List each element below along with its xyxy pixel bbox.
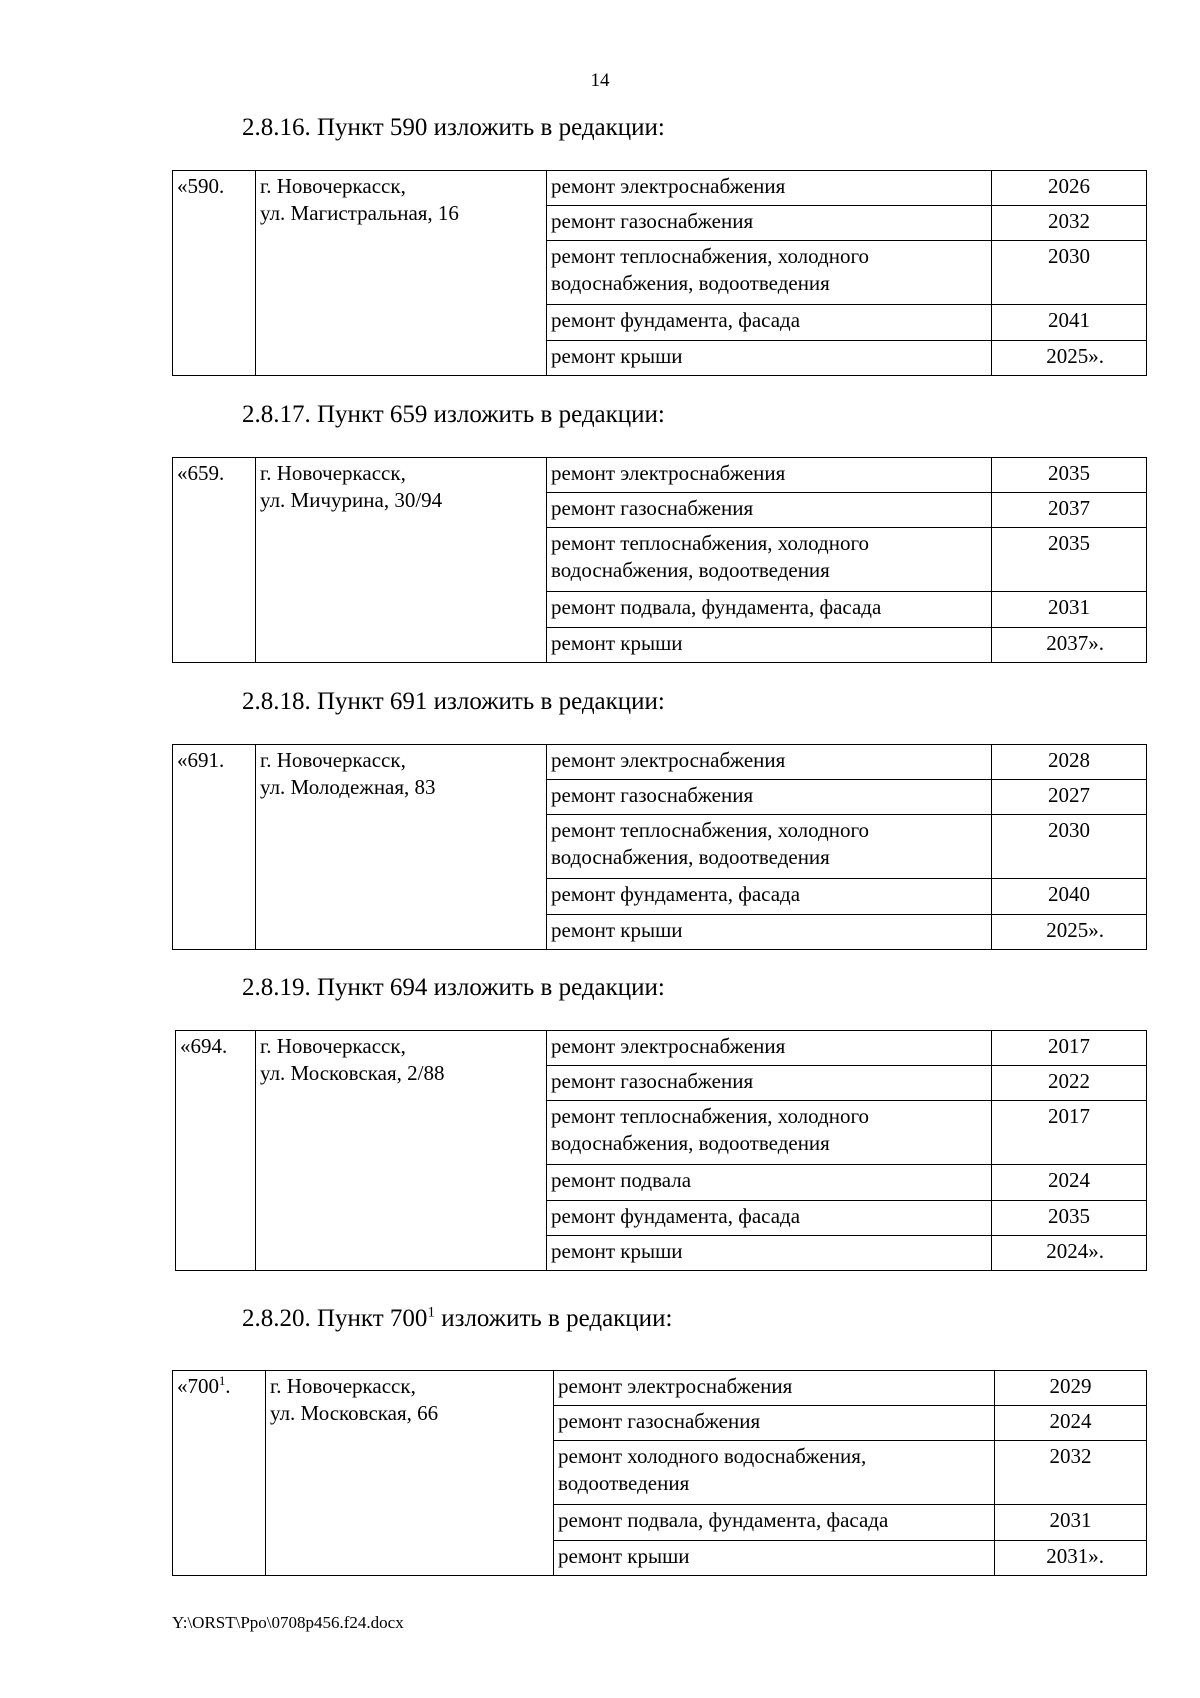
- item-address: г. Новочеркасск, ул. Молодежная, 83: [256, 745, 547, 950]
- work-year: 2035: [992, 1201, 1147, 1236]
- work-year: 2026: [992, 171, 1147, 206]
- item-address: г. Новочеркасск, ул. Мичурина, 30/94: [256, 458, 547, 663]
- work-description: ремонт крыши: [547, 1236, 992, 1271]
- page-number: 14: [590, 70, 610, 91]
- section-heading: 2.8.20. Пункт $700^1$ изложить в редакции:: [242, 1304, 673, 1332]
- item-address: г. Новочеркасск, ул. Магистральная, 16: [256, 171, 547, 376]
- work-year: 2031».: [995, 1541, 1147, 1576]
- work-description: ремонт электроснабжения: [547, 458, 992, 493]
- work-description: ремонт подвала, фундамента, фасада: [554, 1505, 995, 1541]
- item-address: г. Новочеркасск, ул. Московская, 2/88: [256, 1031, 547, 1271]
- item-number: «659.: [173, 458, 256, 663]
- work-year: 2035: [992, 528, 1147, 592]
- superscript: 1: [427, 1304, 435, 1321]
- footer-file-path: Y:\ORST\Ppo\0708p456.f24.docx: [172, 1613, 404, 1632]
- work-description: ремонт электроснабжения: [547, 171, 992, 206]
- item-table: [172, 457, 1147, 663]
- work-description: ремонт холодного водоснабжения, водоотведения: [554, 1441, 995, 1505]
- section-heading: 2.8.16. Пункт 590 изложить в редакции:: [242, 114, 665, 141]
- item-address: г. Новочеркасск, ул. Московская, 66: [266, 1371, 554, 1576]
- work-description: ремонт крыши: [547, 628, 992, 663]
- work-year: 2024: [992, 1165, 1147, 1201]
- work-description: ремонт теплоснабжения, холодного водоснабжения, водоотведения: [547, 528, 992, 592]
- work-year: 2025».: [992, 915, 1147, 950]
- item-number: «$700^1$.: [173, 1371, 266, 1576]
- work-description: ремонт фундамента, фасада: [547, 305, 992, 341]
- work-year: 2030: [992, 815, 1147, 879]
- work-year: 2022: [992, 1066, 1147, 1101]
- work-description: ремонт газоснабжения: [547, 780, 992, 815]
- work-description: ремонт газоснабжения: [547, 206, 992, 241]
- work-description: ремонт фундамента, фасада: [547, 879, 992, 915]
- work-year: 2037».: [992, 628, 1147, 663]
- work-year: 2030: [992, 241, 1147, 305]
- work-year: 2040: [992, 879, 1147, 915]
- work-description: ремонт подвала: [547, 1165, 992, 1201]
- work-year: 2041: [992, 305, 1147, 341]
- work-description: ремонт газоснабжения: [547, 493, 992, 528]
- work-description: ремонт электроснабжения: [547, 1031, 992, 1066]
- item-number: «590.: [173, 171, 256, 376]
- work-year: 2031: [995, 1505, 1147, 1541]
- work-description: ремонт электроснабжения: [547, 745, 992, 780]
- work-year: 2024».: [992, 1236, 1147, 1271]
- item-table: [172, 744, 1147, 950]
- item-table: [172, 170, 1147, 376]
- work-year: 2028: [992, 745, 1147, 780]
- work-description: ремонт фундамента, фасада: [547, 1201, 992, 1236]
- section-heading: 2.8.18. Пункт 691 изложить в редакции:: [242, 688, 665, 715]
- work-description: ремонт крыши: [547, 341, 992, 376]
- item-number: «694.: [176, 1031, 256, 1271]
- work-description: ремонт газоснабжения: [547, 1066, 992, 1101]
- section-heading: 2.8.19. Пункт 694 изложить в редакции:: [242, 974, 665, 1001]
- work-description: ремонт газоснабжения: [554, 1406, 995, 1441]
- work-description: ремонт теплоснабжения, холодного водоснабжения, водоотведения: [547, 241, 992, 305]
- item-number: «691.: [173, 745, 256, 950]
- work-year: 2017: [992, 1101, 1147, 1165]
- work-year: 2035: [992, 458, 1147, 493]
- work-description: ремонт теплоснабжения, холодного водоснабжения, водоотведения: [547, 1101, 992, 1165]
- work-description: ремонт крыши: [554, 1541, 995, 1576]
- work-year: 2025».: [992, 341, 1147, 376]
- item-table: [172, 1370, 1147, 1576]
- work-year: 2032: [992, 206, 1147, 241]
- work-description: ремонт крыши: [547, 915, 992, 950]
- work-year: 2029: [995, 1371, 1147, 1406]
- item-table: [175, 1030, 1147, 1271]
- work-description: ремонт электроснабжения: [554, 1371, 995, 1406]
- work-year: 2037: [992, 493, 1147, 528]
- work-year: 2024: [995, 1406, 1147, 1441]
- work-year: 2032: [995, 1441, 1147, 1505]
- work-year: 2017: [992, 1031, 1147, 1066]
- work-description: ремонт подвала, фундамента, фасада: [547, 592, 992, 628]
- work-description: ремонт теплоснабжения, холодного водоснабжения, водоотведения: [547, 815, 992, 879]
- section-heading: 2.8.17. Пункт 659 изложить в редакции:: [242, 401, 665, 428]
- work-year: 2027: [992, 780, 1147, 815]
- work-year: 2031: [992, 592, 1147, 628]
